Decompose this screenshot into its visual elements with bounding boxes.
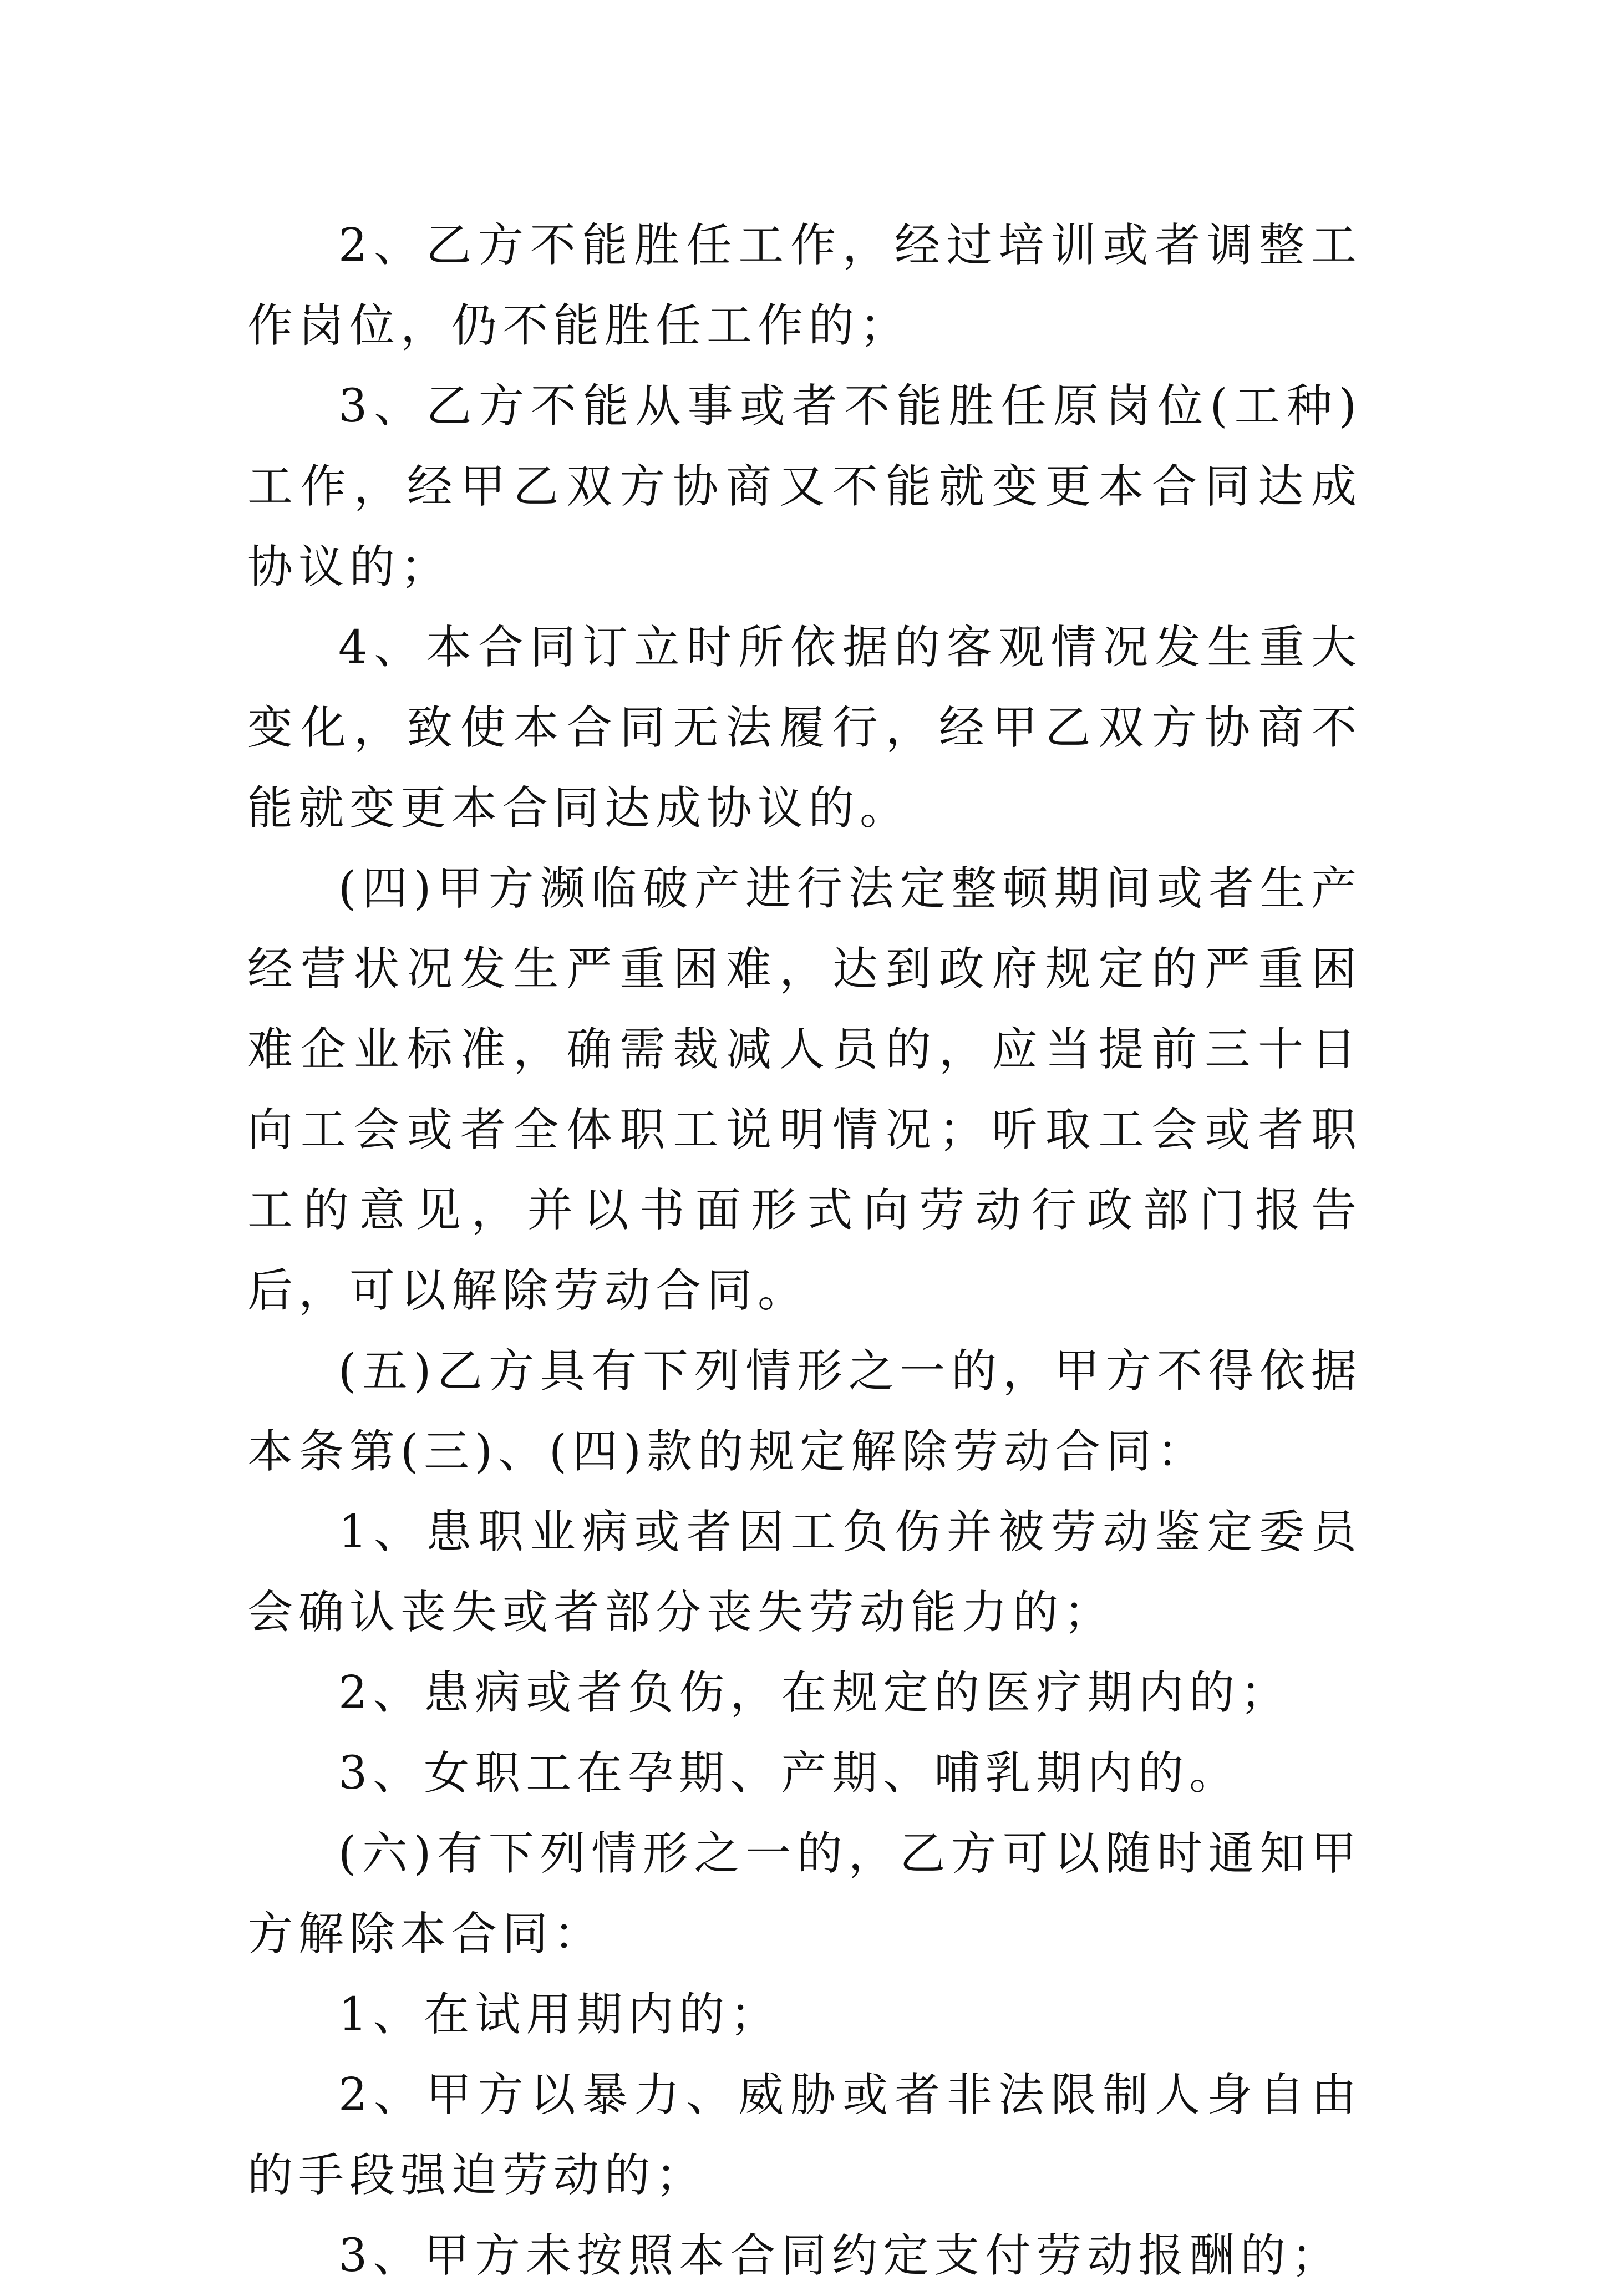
paragraph-item-2: 2、患病或者负伤，在规定的医疗期内的； bbox=[338, 1667, 1292, 1719]
document-body bbox=[247, 205, 1362, 2296]
paragraph-clause-2: 2、乙方不能胜任工作，经过培训或者调整工作岗位，仍不能胜任工作的； bbox=[247, 219, 1362, 352]
paragraph-subitem-2: 2、甲方以暴力、威胁或者非法限制人身自由的手段强迫劳动的； bbox=[247, 2069, 1362, 2202]
paragraph-subitem-1: 1、在试用期内的； bbox=[338, 1988, 781, 2041]
paragraph-subitem-3: 3、甲方未按照本合同约定支付劳动报酬的； bbox=[338, 2229, 1343, 2282]
paragraph-clause-3: 3、乙方不能从事或者不能胜任原岗位(工种)工作，经甲乙双方协商又不能就变更本合同达成协议的； bbox=[247, 380, 1362, 593]
paragraph-section-4: (四)甲方濒临破产进行法定整顿期间或者生产经营状况发生严重困难，达到政府规定的严重困难企业标准，确需裁减人员的，应当提前三十日向工会或者全体职工说明情况；听取工会或者职工的意见，并以书面形式向劳动行政部门报告后，可以解除劳动合同。 bbox=[247, 862, 1362, 1317]
paragraph-item-1: 1、患职业病或者因工负伤并被劳动鉴定委员会确认丧失或者部分丧失劳动能力的； bbox=[247, 1506, 1362, 1639]
paragraph-section-5: (五)乙方具有下列情形之一的，甲方不得依据本条第(三)、(四)款的规定解除劳动合同： bbox=[247, 1345, 1362, 1478]
paragraph-item-3: 3、女职工在孕期、产期、哺乳期内的。 bbox=[338, 1747, 1241, 1800]
paragraph-section-6: (六)有下列情形之一的，乙方可以随时通知甲方解除本合同： bbox=[247, 1827, 1362, 1960]
paragraph-clause-4: 4、本合同订立时所依据的客观情况发生重大变化，致使本合同无法履行，经甲乙双方协商不能就变更本合同达成协议的。 bbox=[247, 621, 1362, 835]
